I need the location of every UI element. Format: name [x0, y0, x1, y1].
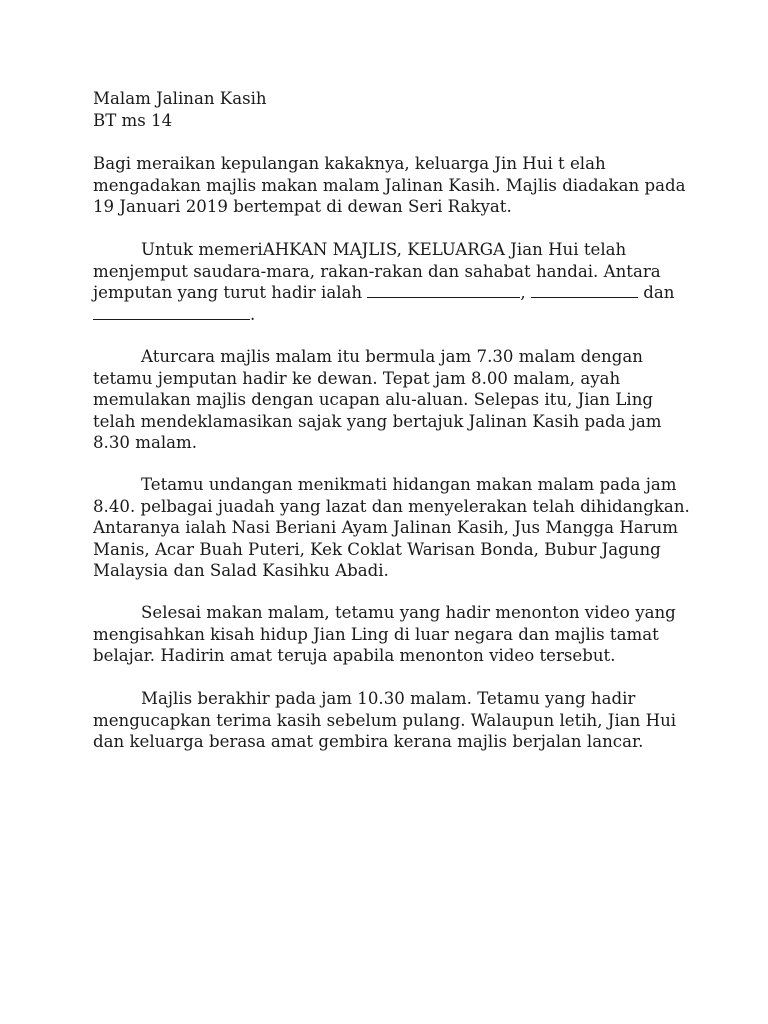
paragraph-line: belajar. Hadirin amat teruja apabila menonton video tersebut.: [93, 646, 616, 665]
paragraph-line: 8.30 malam.: [93, 433, 198, 452]
paragraph-line: 19 Januari 2019 bertempat di dewan Seri Rakyat.: [93, 197, 512, 216]
paragraph-line: mengadakan majlis makan malam Jalinan Kasih. Majlis diadakan pada: [93, 175, 686, 195]
blank-separator: ,: [520, 283, 531, 302]
paragraph-line: Manis, Acar Buah Puteri, Kek Coklat Warisan Bonda, Bubur Jagung: [93, 539, 661, 559]
fill-in-blank-3[interactable]: [93, 305, 250, 320]
blank-line-suffix: dan: [637, 283, 675, 302]
paragraph-1: [93, 153, 686, 218]
paragraph-2: [93, 239, 683, 325]
document-title: Malam Jalinan Kasih: [93, 89, 267, 108]
paragraph-5: [93, 602, 683, 667]
paragraph-line: mengisahkan kisah hidup Jian Ling di luar negara dan majlis tamat: [93, 624, 659, 644]
paragraph-6: [93, 688, 683, 753]
paragraph-line: memulakan majlis dengan ucapan alu-aluan. Selepas itu, Jian Ling: [93, 390, 654, 409]
paragraph-line: Untuk memeriAHKAN MAJLIS, KELUARGA Jian Hui telah: [141, 240, 627, 259]
paragraph-line: tetamu jemputan hadir ke dewan. Tepat jam 8.00 malam, ayah: [93, 368, 621, 388]
paragraph-line: Tetamu undangan menikmati hidangan makan malam pada jam: [141, 475, 677, 494]
paragraph-line: dan keluarga berasa amat gembira kerana majlis berjalan lancar.: [93, 732, 644, 751]
document-subtitle: BT ms 14: [93, 110, 173, 130]
paragraph-line: mengucapkan terima kasih sebelum pulang. Walaupun letih, Jian Hui: [93, 710, 677, 730]
paragraph-line: menjemput saudara-mara, rakan-rakan dan sahabat handai. Antara: [93, 261, 661, 281]
paragraph-line: Bagi meraikan kepulangan kakaknya, keluarga Jin Hui t elah: [93, 154, 606, 173]
blank-line-end: .: [250, 304, 256, 324]
paragraph-line: Aturcara majlis malam itu bermula jam 7.30 malam dengan: [141, 347, 643, 366]
paragraph-line: Antaranya ialah Nasi Beriani Ayam Jalinan Kasih, Jus Mangga Harum: [93, 518, 679, 537]
paragraph-3: [93, 346, 683, 454]
paragraph-line: 8.40. pelbagai juadah yang lazat dan menyelerakan telah dihidangkan.: [93, 496, 690, 516]
fill-in-blank-2[interactable]: [531, 283, 638, 298]
document-header: [93, 88, 683, 131]
paragraph-line-with-blank: [93, 304, 683, 326]
paragraph-line: Malaysia dan Salad Kasihku Abadi.: [93, 561, 389, 580]
paragraph-line: telah mendeklamasikan sajak yang bertajuk Jalinan Kasih pada jam: [93, 411, 662, 431]
paragraph-4: [93, 474, 690, 582]
blank-line-prefix: jemputan yang turut hadir ialah: [93, 283, 368, 302]
paragraph-line: Selesai makan malam, tetamu yang hadir menonton video yang: [141, 603, 676, 622]
paragraph-line: Majlis berakhir pada jam 10.30 malam. Tetamu yang hadir: [141, 689, 636, 708]
fill-in-blank-1[interactable]: [367, 283, 520, 298]
paragraph-line-with-blanks: [93, 282, 683, 304]
